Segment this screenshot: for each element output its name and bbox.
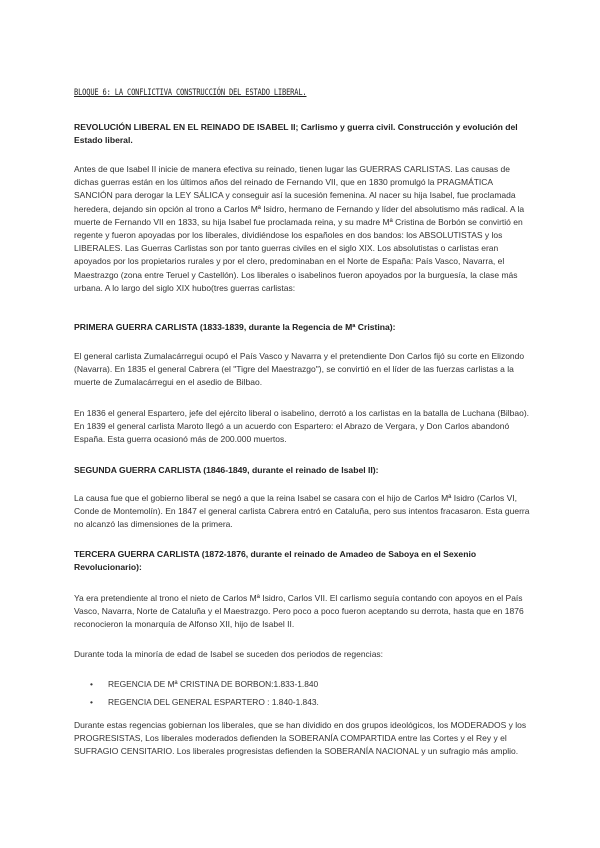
first-war-heading: PRIMERA GUERRA CARLISTA (1833-1839, durante la Regencia de Mª Cristina): [74, 322, 396, 332]
first-war-paragraph-1: El general carlista Zumalacárregui ocupó el País Vasco y Navarra y el pretendiente Don Carlos fijó su corte en Elizondo (Navarra). En 1835 el general Cabrera (el "Tigre del Maestrazgo"), se convirtió en el líder de las fuerzas carlistas a la muerte de Zumalacárregui en el asedio de Bilbao. [74, 351, 525, 388]
list-item: • REGENCIA DE Mª CRISTINA DE BORBON:1.833-1.840 [108, 676, 530, 694]
intro-paragraph: Antes de que Isabel II inicie de manera efectiva su reinado, tienen lugar las GUERRAS CARLISTAS. Las causas de dichas guerras están en los últimos años del reinado de Fernando VII, que en 1830 promulgó la PRAGMÁTICA SANCIÓN para derogar la LEY SÁLICA y conseguir así la sucesión femenina. Al nacer su hija Isabel, fue proclamada heredera, dejando sin opción al trono a Carlos Mª Isidro, hermano de Fernando y líder del absolutismo más radical. A la muerte de Fernando VII en 1833, su hija Isabel fue proclamada reina, y su madre Mª Cristina de Borbón se convirtió en regente y fueron apoyadas por los liberales, dividiéndose los españoles en dos bandos: los ABSOLUTISTAS y los LIBERALES. Las Guerras Carlistas son por tanto guerras civiles en el siglo XIX. Los absolutistas o carlistas eran apoyados por los propietarios rurales y por el clero, predominaban en el Norte de España: País Vasco, Navarra, el Maestrazgo (zona entre Teruel y Castellón). Los liberales o isabelinos fueron apoyados por la burguesía, la clase más urbana. A lo largo del siglo XIX hubo(tres guerras carlistas: [74, 164, 525, 293]
main-heading: REVOLUCIÓN LIBERAL EN EL REINADO DE ISABEL II; Carlismo y guerra civil. Construcción y evolución del Estado liberal. [74, 122, 518, 146]
first-war-paragraph-2: En 1836 el general Espartero, jefe del ejército liberal o isabelino, derrotó a los carlistas en la batalla de Luchana (Bilbao). En 1839 el general carlista Maroto llegó a un acuerdo con Espartero: el Abrazo de Vergara, y Don Carlos abandonó España. Esta guerra ocasionó más de 200.000 muertos. [74, 408, 530, 445]
regencias-list [74, 676, 530, 711]
document-title: BLOQUE 6: LA CONFLICTIVA CONSTRUCCIÓN DEL ESTADO LIBERAL. [74, 88, 307, 98]
second-war-heading: SEGUNDA GUERRA CARLISTA (1846-1849, durante el reinado de Isabel II): [74, 465, 379, 475]
third-war-heading: TERCERA GUERRA CARLISTA (1872-1876, durante el reinado de Amadeo de Saboya en el Sexenio Revolucionario): [74, 549, 477, 573]
third-war-paragraph: Ya era pretendiente al trono el nieto de Carlos Mª Isidro, Carlos VII. El carlismo seguía contando con apoyos en el País Vasco, Navarra, Norte de Cataluña y el Maestrazgo. Pero poco a poco fueron aceptando su derrota, hasta que en 1876 reconocieron la monarquía de Alfonso XII, hijo de Isabel II. [74, 593, 524, 630]
closing-paragraph: Durante estas regencias gobiernan los liberales, que se han dividido en dos grupos ideológicos, los MODERADOS y los PROGRESISTAS, Los liberales moderados defienden la SOBERANÍA COMPARTIDA entre las Cortes y el Rey y el SUFRAGIO CENSITARIO. Los liberales progresistas defienden la SOBERANÍA NACIONAL y un sufragio más amplio. [74, 720, 527, 757]
second-war-paragraph: La causa fue que el gobierno liberal se negó a que la reina Isabel se casara con el hijo de Carlos Mª Isidro (Carlos VI, Conde de Montemolín). En 1847 el general carlista Cabrera entró en Cataluña, pero sus intentos fracasaron. Esta guerra no alcanzó las dimensiones de la primera. [74, 493, 530, 530]
regencias-intro: Durante toda la minoría de edad de Isabel se suceden dos periodos de regencias: [74, 649, 384, 659]
list-item: • REGENCIA DEL GENERAL ESPARTERO : 1.840-1.843. [108, 694, 530, 712]
